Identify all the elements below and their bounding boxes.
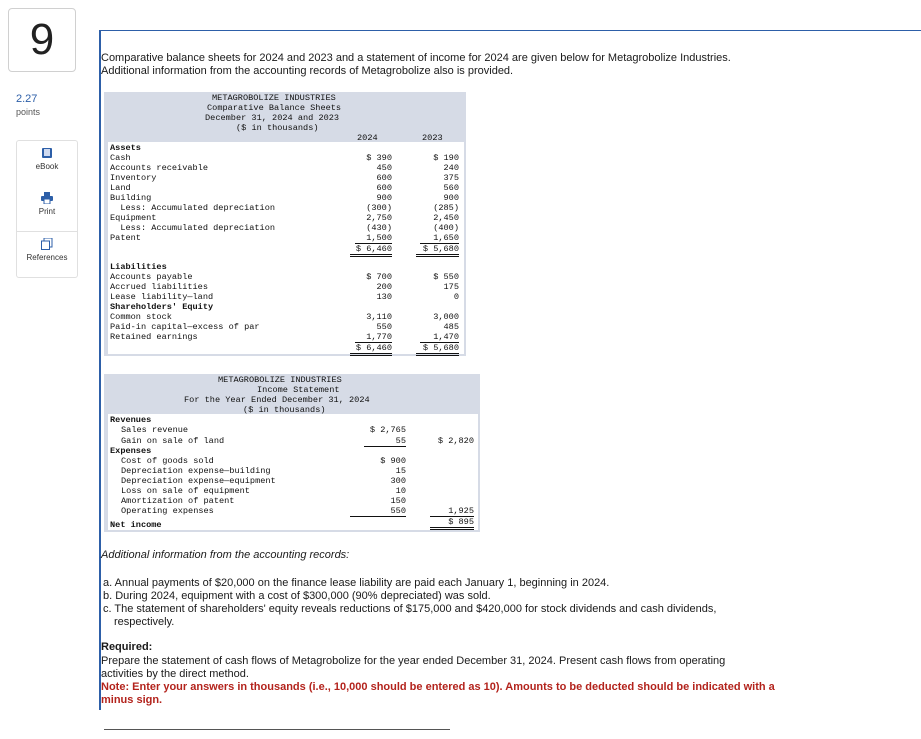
copy-icon — [41, 238, 53, 250]
is-revenue-amount: 55 — [364, 436, 406, 447]
is-net-income-label: Net income — [110, 520, 162, 530]
is-revenue-label: Gain on sale of land — [121, 436, 225, 446]
additional-item-c: c. The statement of shareholders' equity reveals reductions of $175,000 and $420,000 for stock dividends and cash dividends, — [103, 603, 717, 615]
is-revenue-amount: $ 2,765 — [369, 425, 406, 435]
is-expense-label: Loss on sale of equipment — [121, 486, 250, 496]
bs-assets-total-2024: $ 6,460 — [350, 244, 392, 257]
required-line-2: activities by the direct method. — [101, 668, 249, 680]
question-border-top — [99, 30, 921, 31]
is-revenues-header: Revenues — [110, 415, 152, 425]
bs-asset-2023: 2,450 — [433, 213, 459, 223]
bs-asset-2024: 2,750 — [366, 213, 392, 223]
ebook-label: eBook — [35, 162, 59, 171]
bs-asset-2023: (285) — [433, 203, 459, 213]
is-net-income: $ 895 — [430, 517, 474, 530]
is-revenues-total: $ 2,820 — [437, 436, 474, 446]
bs-asset-label: Patent — [110, 233, 141, 243]
bs-liability-2023: 0 — [453, 292, 459, 302]
printer-icon — [41, 192, 53, 204]
is-title-4: ($ in thousands) — [243, 405, 326, 415]
bs-asset-2023: (400) — [433, 223, 459, 233]
is-expense-amount: $ 900 — [380, 456, 406, 466]
bs-asset-label: Less: Accumulated depreciation — [110, 203, 276, 213]
bs-asset-2023: 1,650 — [420, 233, 459, 244]
bs-le-total-2023: $ 5,680 — [416, 343, 459, 356]
bs-asset-2024: 450 — [376, 163, 392, 173]
is-expenses-total: 1,925 — [430, 506, 474, 517]
bs-liability-2024: 200 — [376, 282, 392, 292]
is-expense-amount: 10 — [395, 486, 406, 496]
bs-asset-label: Building — [110, 193, 152, 203]
bs-asset-2024: $ 390 — [366, 153, 392, 163]
is-expenses-header: Expenses — [110, 446, 152, 456]
bs-liability-label: Lease liability—land — [110, 292, 214, 302]
required-line-1: Prepare the statement of cash flows of Metagrobolize for the year ended December 31, 2024. Present cash flows from operating — [101, 655, 726, 667]
is-title-2: Income Statement — [257, 385, 340, 395]
is-expense-label: Operating expenses — [121, 506, 214, 516]
is-expense-label: Depreciation expense—building — [121, 466, 271, 476]
ebook-button[interactable] — [16, 140, 78, 187]
additional-item-c-cont: respectively. — [114, 616, 175, 628]
question-border-left — [99, 30, 101, 710]
references-button[interactable] — [16, 232, 78, 278]
book-icon — [41, 147, 53, 159]
is-title-1: METAGROBOLIZE INDUSTRIES — [218, 375, 342, 385]
is-revenue-label: Sales revenue — [121, 425, 189, 435]
points-label: points — [16, 107, 41, 117]
bs-equity-2023: 485 — [443, 322, 459, 332]
bs-assets-total-2023: $ 5,680 — [416, 244, 459, 257]
bs-asset-2024: 600 — [376, 183, 392, 193]
print-label: Print — [38, 207, 56, 216]
bs-asset-2023: 900 — [443, 193, 459, 203]
divider — [104, 729, 450, 730]
bs-asset-label: Less: Accumulated depreciation — [110, 223, 276, 233]
bs-equity-label: Common stock — [110, 312, 172, 322]
bs-liability-2023: 175 — [443, 282, 459, 292]
bs-liability-label: Accrued liabilities — [110, 282, 208, 292]
bs-equity-label: Paid-in capital—excess of par — [110, 322, 260, 332]
bs-liability-2023: $ 550 — [433, 272, 459, 282]
bs-col-2024: 2024 — [357, 133, 378, 143]
bs-assets-header: Assets — [110, 143, 141, 153]
question-number: 9 — [8, 8, 76, 72]
additional-item-a: a. Annual payments of $20,000 on the finance lease liability are paid each January 1, beginning in 2024. — [103, 577, 610, 589]
bs-asset-2023: $ 190 — [433, 153, 459, 163]
is-expense-label: Depreciation expense—equipment — [121, 476, 276, 486]
required-note-2: minus sign. — [101, 694, 163, 706]
bs-asset-label: Land — [110, 183, 131, 193]
bs-asset-2024: (430) — [366, 223, 392, 233]
bs-equity-header: Shareholders' Equity — [110, 302, 214, 312]
bs-title-3: December 31, 2024 and 2023 — [205, 113, 340, 123]
bs-col-2023: 2023 — [422, 133, 443, 143]
is-title-3: For the Year Ended December 31, 2024 — [184, 395, 370, 405]
bs-asset-2024: 900 — [376, 193, 392, 203]
bs-asset-2024: 1,500 — [355, 233, 392, 244]
bs-equity-2023: 3,000 — [433, 312, 459, 322]
bs-equity-2024: 3,110 — [366, 312, 392, 322]
bs-asset-2024: 600 — [376, 173, 392, 183]
bs-equity-2024: 1,770 — [355, 332, 392, 343]
bs-asset-2023: 560 — [443, 183, 459, 193]
is-expense-amount: 15 — [395, 466, 406, 476]
bs-equity-label: Retained earnings — [110, 332, 198, 342]
points-value: 2.27 — [16, 93, 38, 105]
print-button[interactable] — [16, 186, 78, 232]
bs-title-2: Comparative Balance Sheets — [207, 103, 342, 113]
bs-liability-2024: 130 — [376, 292, 392, 302]
additional-heading: Additional information from the accounting records: — [101, 549, 350, 561]
is-expense-amount: 300 — [390, 476, 406, 486]
intro-line-1: Comparative balance sheets for 2024 and 2023 and a statement of income for 2024 are given below for Metagrobolize Industries. — [101, 52, 731, 64]
required-note-1: Note: Enter your answers in thousands (i.e., 10,000 should be entered as 10). Amounts to be deducted should be indicated with a — [101, 681, 775, 693]
bs-title-4: ($ in thousands) — [236, 123, 319, 133]
references-label: References — [26, 253, 68, 262]
bs-asset-label: Accounts receivable — [110, 163, 208, 173]
is-expense-amount: 150 — [390, 496, 406, 506]
is-expense-amount: 550 — [350, 506, 406, 517]
bs-asset-2023: 375 — [443, 173, 459, 183]
bs-equity-2024: 550 — [376, 322, 392, 332]
bs-asset-2024: (300) — [366, 203, 392, 213]
intro-line-2: Additional information from the accounting records of Metagrobolize also is provided. — [101, 65, 514, 77]
bs-asset-label: Inventory — [110, 173, 157, 183]
bs-liability-2024: $ 700 — [366, 272, 392, 282]
bs-asset-label: Equipment — [110, 213, 157, 223]
bs-equity-2023: 1,470 — [420, 332, 459, 343]
bs-title-1: METAGROBOLIZE INDUSTRIES — [212, 93, 336, 103]
bs-asset-2023: 240 — [443, 163, 459, 173]
is-expense-label: Amortization of patent — [121, 496, 235, 506]
bs-liabilities-header: Liabilities — [110, 262, 167, 272]
is-expense-label: Cost of goods sold — [121, 456, 214, 466]
bs-asset-label: Cash — [110, 153, 131, 163]
bs-le-total-2024: $ 6,460 — [350, 343, 392, 356]
bs-liability-label: Accounts payable — [110, 272, 193, 282]
additional-item-b: b. During 2024, equipment with a cost of $300,000 (90% depreciated) was sold. — [103, 590, 491, 602]
required-heading: Required: — [101, 641, 153, 653]
